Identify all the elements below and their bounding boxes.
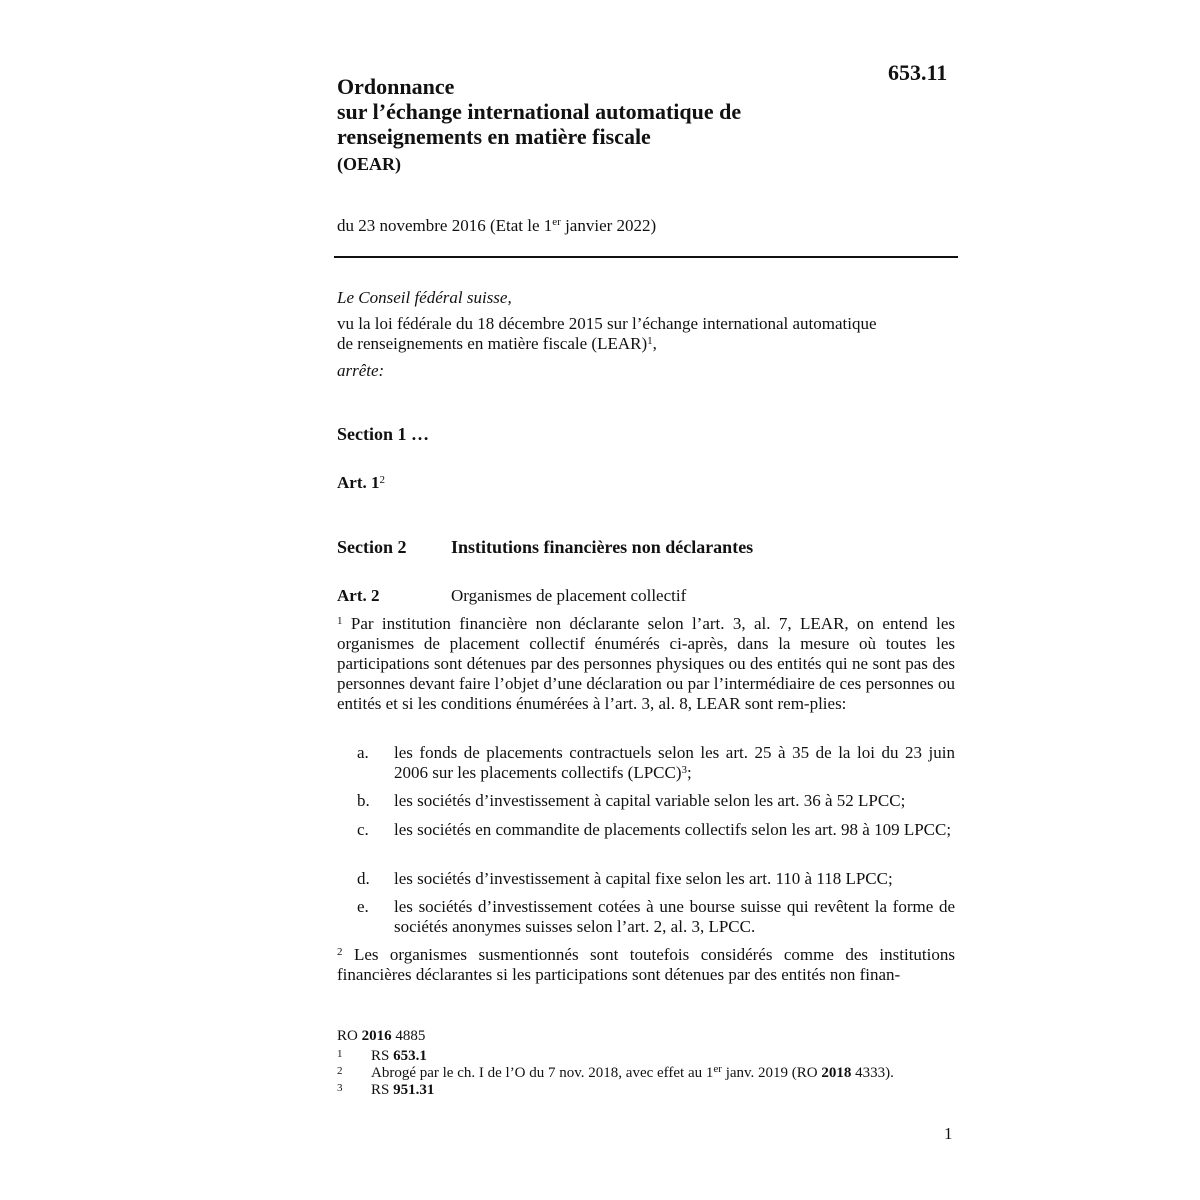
footnote-text: 4333). bbox=[851, 1065, 894, 1081]
paragraph-number: 1 bbox=[337, 615, 343, 627]
article-title: Organismes de placement collectif bbox=[451, 586, 687, 605]
legal-basis-text: de renseignements en matière fiscale (LEAR) bbox=[337, 334, 648, 353]
list-text-body: les fonds de placements contractuels selon les art. 25 à 35 de la loi du 23 juin 2006 sur les placements collectifs (LPCC) bbox=[394, 743, 955, 782]
ro-page: 4885 bbox=[391, 1028, 426, 1044]
paragraph-number: 2 bbox=[337, 946, 343, 958]
document-abbreviation: (OEAR) bbox=[337, 154, 401, 174]
list-text: les sociétés d’investissement à capital fixe selon les art. 110 à 118 LPCC; bbox=[394, 869, 893, 888]
list-text: les sociétés d’investissement à capital variable selon les art. 36 à 52 LPCC; bbox=[394, 791, 906, 810]
date-suffix: janvier 2022) bbox=[560, 216, 657, 235]
article-label: Art. 2 bbox=[337, 586, 380, 605]
paragraph-2 bbox=[337, 945, 955, 985]
list-item bbox=[357, 897, 955, 937]
legal-basis-end: , bbox=[652, 334, 657, 353]
list-text: les sociétés en commandite de placements collectifs selon les art. 98 à 109 LPCC; bbox=[394, 820, 952, 839]
article-label: Art. 1 bbox=[337, 473, 380, 492]
article-2-heading bbox=[337, 586, 686, 606]
article-1-heading bbox=[337, 473, 385, 493]
footnote-bold: 951.31 bbox=[393, 1082, 435, 1098]
section-number: Section 2 bbox=[337, 537, 407, 557]
document-date bbox=[337, 216, 656, 236]
page-number: 1 bbox=[944, 1124, 953, 1143]
footnote-ref[interactable]: 1 bbox=[647, 335, 653, 347]
footnote-text: janv. 2019 (RO bbox=[721, 1065, 822, 1081]
footnote bbox=[337, 1063, 894, 1081]
paragraph-text: Par institution financière non déclarante selon l’art. 3, al. 7, LEAR, on entend les organismes de placement collectif énumérés ci-après, dans la mesure où toutes les participations sont détenues par des personnes physiques ou des entités qui ne sont pas des personnes devant faire l’objet d’une déclaration ou par l’intermédiaire de ces personnes ou entités et si les conditions énumérées à l’art. 3, al. 8, LEAR sont rem-plies: bbox=[337, 614, 956, 713]
date-superscript: er bbox=[552, 216, 561, 228]
legal-basis-line bbox=[337, 334, 957, 354]
footnote-number: 2 bbox=[337, 1065, 343, 1077]
document-title bbox=[337, 74, 897, 149]
title-line: sur l’échange international automatique de bbox=[337, 99, 742, 124]
list-item bbox=[357, 791, 955, 811]
list-letter: e. bbox=[357, 897, 369, 916]
section-2-heading bbox=[337, 537, 753, 558]
footnote-bold: 2018 bbox=[821, 1065, 852, 1081]
list-letter: a. bbox=[357, 743, 369, 762]
ro-reference bbox=[337, 1028, 425, 1044]
legal-basis-line: vu la loi fédérale du 18 décembre 2015 sur l’échange international automatique bbox=[337, 314, 877, 333]
ro-year: 2016 bbox=[361, 1028, 392, 1044]
list-letter: c. bbox=[357, 820, 369, 839]
preamble-legal-basis bbox=[337, 314, 957, 354]
title-line: Ordonnance bbox=[337, 74, 455, 99]
footnote-text: RS bbox=[371, 1082, 394, 1098]
footnote-text: Abrogé par le ch. I de l’O du 7 nov. 2018, avec effet au 1 bbox=[371, 1065, 714, 1081]
footnote-ref[interactable]: 3 bbox=[681, 764, 688, 776]
footnote-ref[interactable]: 2 bbox=[379, 474, 385, 486]
section-title: Institutions financières non déclarantes bbox=[451, 537, 754, 557]
footnote-superscript: er bbox=[713, 1063, 722, 1075]
list-letter: b. bbox=[357, 791, 370, 810]
paragraph-text: Les organismes susmentionnés sont toutefois considérés comme des institutions financières déclarantes si les participations sont détenues par des entités non finan- bbox=[337, 945, 955, 984]
preamble-authority: Le Conseil fédéral suisse, bbox=[337, 288, 512, 307]
paragraph-1 bbox=[337, 614, 955, 714]
footnote-number: 3 bbox=[337, 1082, 343, 1094]
title-line: renseignements en matière fiscale bbox=[337, 124, 651, 149]
footnote-text: RS bbox=[371, 1048, 394, 1064]
footnote bbox=[337, 1046, 427, 1064]
footnote-bold: 653.1 bbox=[393, 1048, 427, 1064]
rs-number: 653.11 bbox=[888, 60, 948, 85]
section-1-heading: Section 1 … bbox=[337, 424, 429, 444]
date-prefix: du 23 novembre 2016 (Etat le 1 bbox=[337, 216, 553, 235]
list-item bbox=[357, 743, 955, 783]
preamble-decree: arrête: bbox=[337, 361, 385, 380]
list-item bbox=[357, 869, 955, 889]
list-text-end: ; bbox=[687, 763, 692, 782]
list-text: les sociétés d’investissement cotées à une bourse suisse qui revêtent la forme de sociétés anonymes suisses selon l’art. 2, al. 3, LPCC. bbox=[394, 897, 955, 936]
ro-prefix: RO bbox=[337, 1028, 362, 1044]
list-letter: d. bbox=[357, 869, 370, 888]
list-text bbox=[394, 743, 955, 783]
header-divider bbox=[334, 256, 958, 258]
list-item bbox=[357, 820, 955, 840]
footnote bbox=[337, 1080, 434, 1098]
footnote-number: 1 bbox=[337, 1048, 343, 1060]
